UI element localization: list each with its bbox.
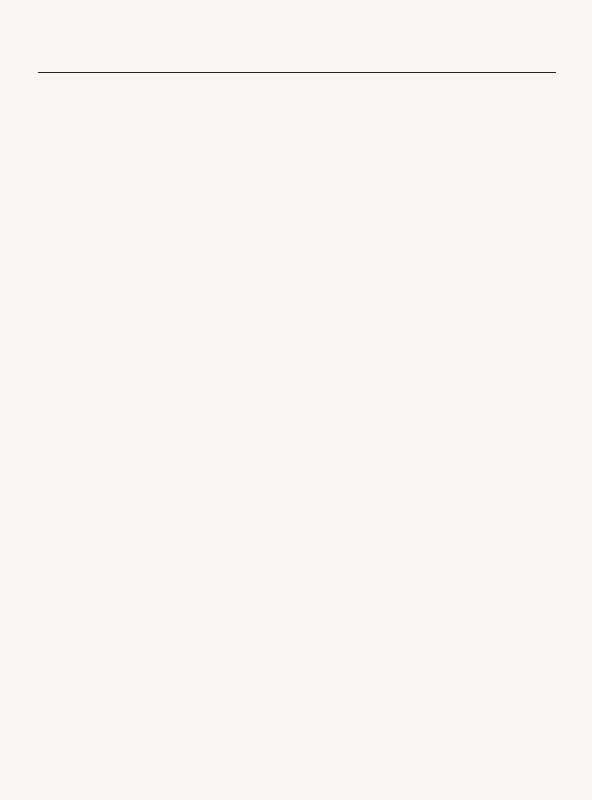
running-header <box>38 46 556 72</box>
header-rule <box>38 72 556 73</box>
page-body <box>38 75 556 86</box>
